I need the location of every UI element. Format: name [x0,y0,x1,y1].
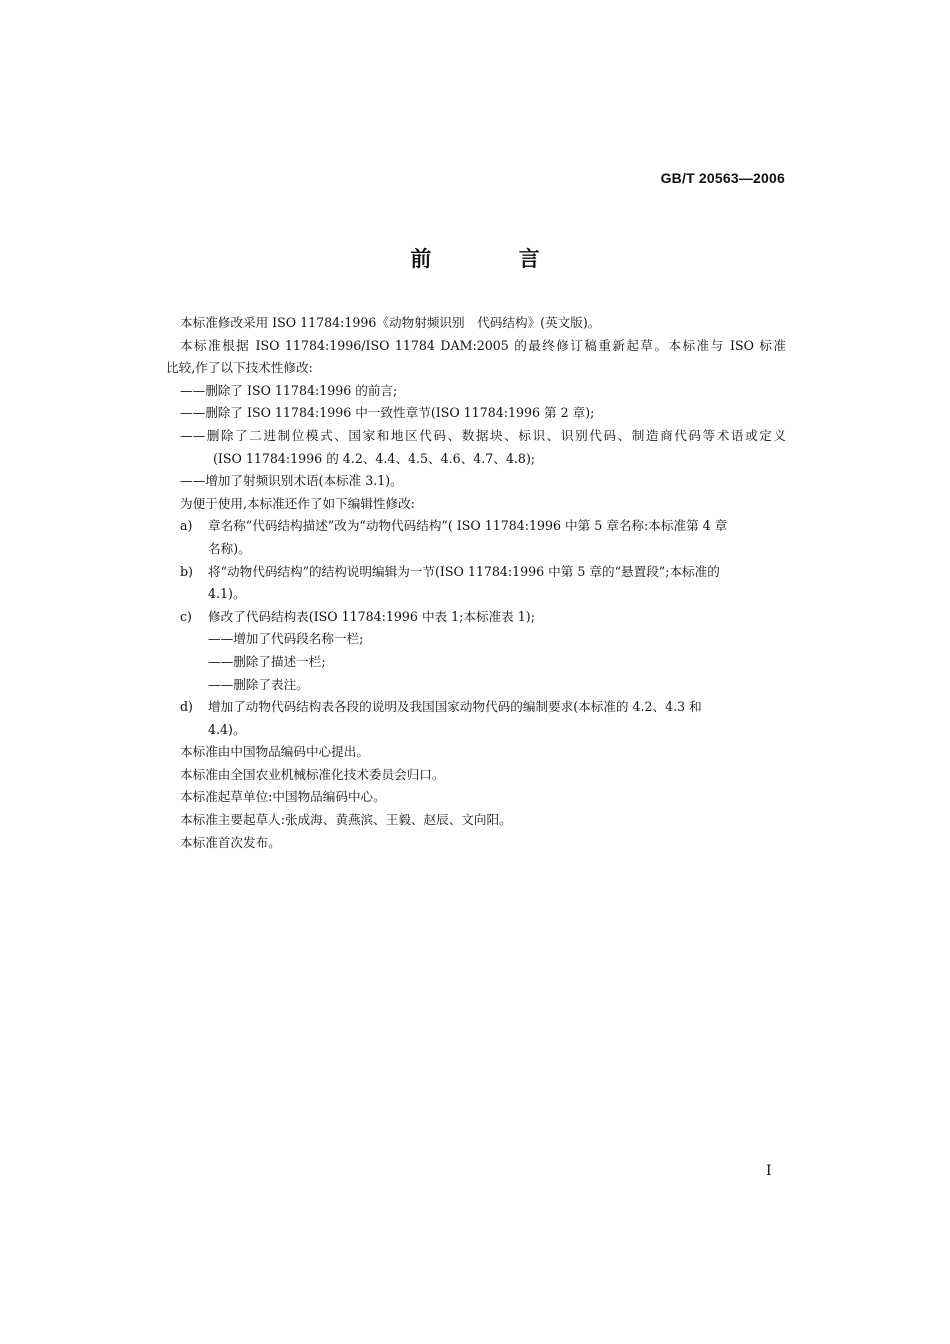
paragraph-proposer: 本标准由中国物品编码中心提出。 [180,744,369,760]
paragraph-drafting-line1: 本标准根据 ISO 11784:1996/ISO 11784 DAM:2005 的最终修订稿重新起草。本标准与 ISO 标准 [180,337,786,353]
paragraph-drafting-line2: 比较,作了以下技术性修改: [166,360,313,376]
technical-change-3-line2: (ISO 11784:1996 的 4.2、4.4、4.5、4.6、4.7、4.8); [213,450,536,466]
editorial-item-c-text: 修改了代码结构表(ISO 11784:1996 中表 1;本标准表 1); [208,608,535,624]
technical-change-4: ——增加了射频识别术语(本标准 3.1)。 [180,473,403,489]
editorial-item-c-sub2: ——删除了描述一栏; [208,653,326,669]
editorial-item-a-line1 [166,515,786,538]
editorial-item-b-line1 [166,561,786,584]
paragraph-editorial-intro: 为便于使用,本标准还作了如下编辑性修改: [180,495,415,511]
editorial-item-d-line1 [166,696,786,719]
paragraph-committee: 本标准由全国农业机械标准化技术委员会归口。 [180,766,445,782]
paragraph-drafters: 本标准主要起草人:张成海、黄燕滨、王毅、赵辰、文向阳。 [180,812,512,828]
editorial-item-b-line2: 4.1)。 [208,586,246,602]
paragraph-drafting-unit: 本标准起草单位:中国物品编码中心。 [180,789,386,805]
editorial-item-b-text: 将“动物代码结构”的结构说明编辑为一节(ISO 11784:1996 中第 5 章的“悬置段”;本标准的 [208,563,720,579]
list-label-d: d) [180,699,193,715]
foreword-body [166,312,786,854]
page-number: I [766,1163,772,1179]
editorial-item-a-text: 章名称“代码结构描述”改为“动物代码结构”( ISO 11784:1996 中第 5 章名称:本标准第 4 章 [208,518,728,534]
technical-change-3-line1: ——删除了二进制位模式、国家和地区代码、数据块、标识、识别代码、制造商代码等术语或定义 [180,427,786,443]
paragraph-first-release: 本标准首次发布。 [180,834,281,850]
list-label-c: c) [180,608,192,624]
paragraph-adoption: 本标准修改采用 ISO 11784:1996《动物射频识别 代码结构》(英文版)。 [180,315,601,330]
editorial-item-c-line1 [166,606,786,629]
list-label-b: b) [180,563,193,579]
editorial-item-c-sub3: ——删除了表注。 [208,676,309,692]
standard-code: GB/T 20563—2006 [660,170,785,186]
editorial-item-d-text: 增加了动物代码结构表各段的说明及我国国家动物代码的编制要求(本标准的 4.2、4.3 和 [208,699,702,715]
editorial-item-d-line2: 4.4)。 [208,721,246,737]
list-label-a: a) [180,518,193,534]
page-title: 前 言 [410,247,580,271]
editorial-item-c-sub1: ——增加了代码段名称一栏; [208,631,364,647]
technical-change-2: ——删除了 ISO 11784:1996 中一致性章节(ISO 11784:1996 第 2 章); [180,405,595,421]
editorial-item-a-line2: 名称)。 [208,540,251,556]
technical-change-1: ——删除了 ISO 11784:1996 的前言; [180,382,398,398]
